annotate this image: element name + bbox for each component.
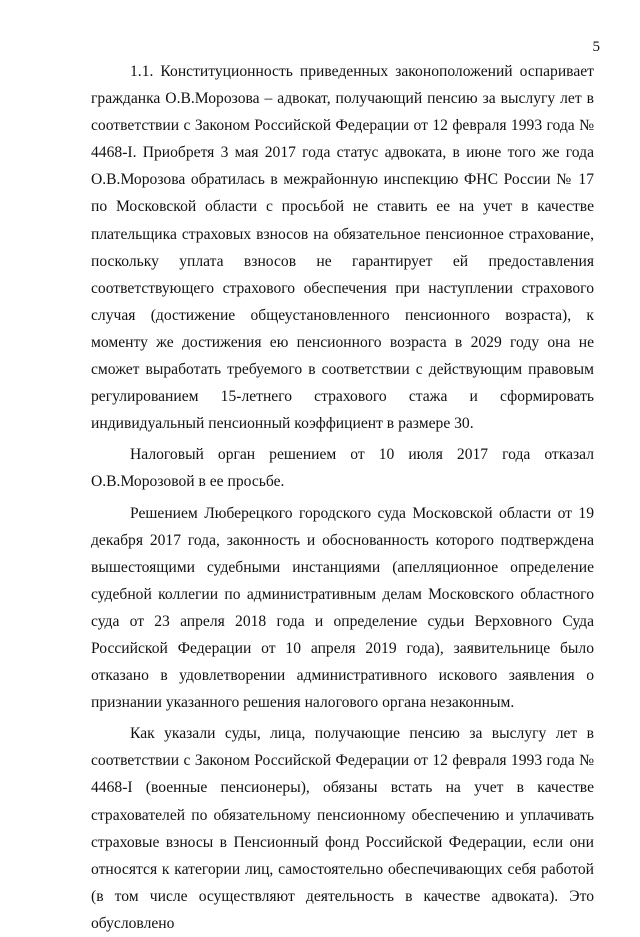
paragraph-court-reasoning: Как указали суды, лица, получающие пенсию за выслугу лет в соответствии с Законом Российской Федерации от 12 февраля 1993 года № 4468-I (военные пенсионеры), обязаны встать на учет в качестве страхователей по обязательному пенсионному обеспечению и уплачивать страховые взносы в Пенсионный фонд Российской Федерации, если они относятся к категории лиц, самостоятельно обеспечивающих себя работой (в том числе осуществляют деятельность в качестве адвоката). Это обусловлено — [91, 725, 594, 932]
paragraph-tax-decision: Налоговый орган решением от 10 июля 2017 года отказал О.В.Морозовой в ее просьбе. — [91, 446, 594, 491]
document-body — [91, 58, 594, 937]
paragraph-1-1: 1.1. Конституционность приведенных законоположений оспаривает гражданка О.В.Морозова – адвокат, получающий пенсию за выслугу лет в соответствии с Законом Российской Федерации от 12 февраля 1993 года № 4468-I. Приобретя 3 мая 2017 года статус адвоката, в июне того же года О.В.Морозова обратилась в межрайонную инспекцию ФНС России № 17 по Московской области с просьбой не ставить ее на учет в качестве плательщика страховых взносов на обязательное пенсионное страхование, поскольку уплата взносов не гарантирует ей предоставления соответствующего страхового обеспечения при наступлении страхового случая (достижение общеустановленного пенсионного возраста), к моменту же достижения ею пенсионного возраста в 2029 году она не сможет выработать требуемого в соответствии с действующим правовым регулированием 15-летнего страхового стажа и сформировать индивидуальный пенсионный коэффициент в размере 30. — [91, 63, 594, 433]
page-number: 5 — [592, 39, 600, 55]
paragraph-court-decision: Решением Люберецкого городского суда Московской области от 19 декабря 2017 года, законность и обоснованность которого подтверждена вышестоящими судебными инстанциями (апелляционное определение судебной коллегии по административным делам Московского областного суда от 23 апреля 2018 года и определение судьи Верховного Суда Российской Федерации от 10 апреля 2019 года), заявительнице было отказано в удовлетворении административного искового заявления о признании указанного решения налогового органа незаконным. — [91, 504, 594, 712]
